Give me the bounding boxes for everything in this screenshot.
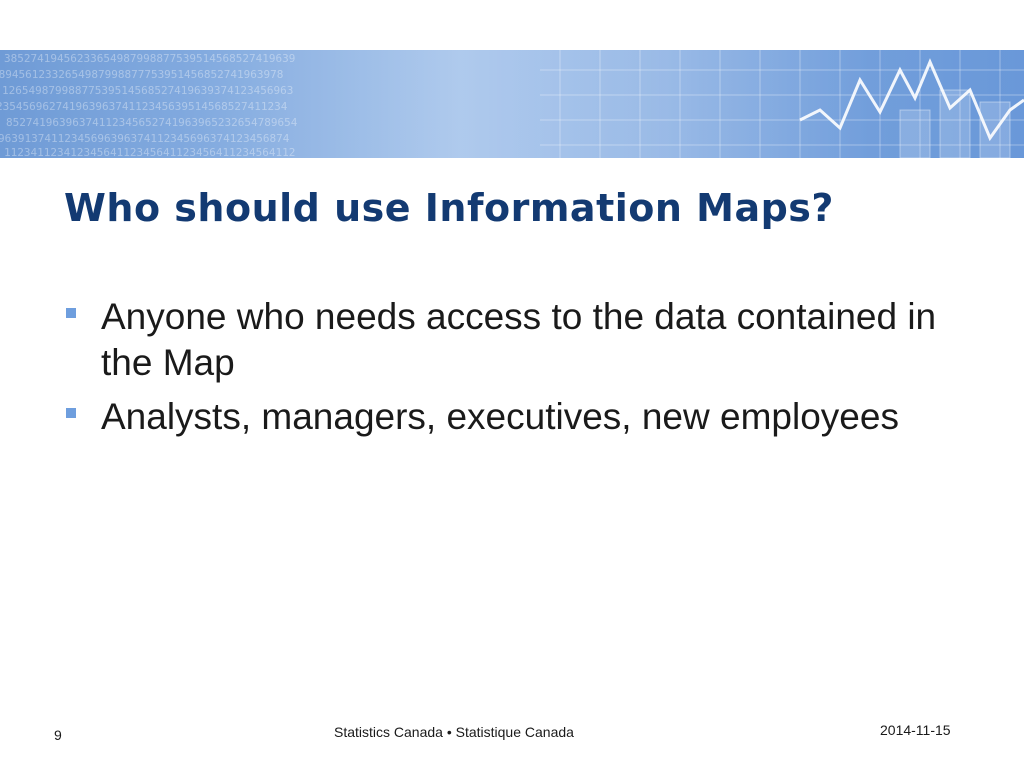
- footer-organization: Statistics Canada • Statistique Canada: [334, 724, 574, 740]
- page-number: 9: [54, 727, 62, 743]
- banner-graphic: [0, 50, 1024, 158]
- square-bullet-icon: [66, 408, 76, 418]
- bullet-text: Analysts, managers, executives, new employees: [101, 396, 899, 437]
- bullet-item: [64, 394, 974, 440]
- slide-title: Who should use Information Maps?: [64, 186, 834, 230]
- square-bullet-icon: [66, 308, 76, 318]
- bullet-text: Anyone who needs access to the data contained in the Map: [101, 296, 937, 383]
- bullet-item: [64, 294, 974, 386]
- header-banner: [0, 50, 1024, 158]
- bullet-list: [64, 294, 974, 448]
- footer-date: 2014-11-15: [880, 722, 951, 738]
